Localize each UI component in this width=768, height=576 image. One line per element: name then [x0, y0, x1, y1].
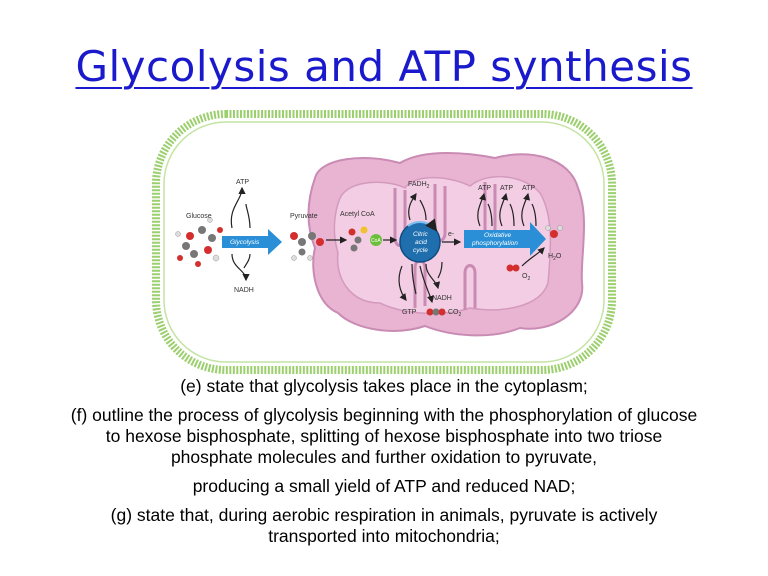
gtp-label: GTP	[402, 309, 417, 316]
oxidative-label-1: Oxidative	[484, 232, 512, 239]
glucose-label: Glucose	[186, 213, 212, 220]
oxphos-atp-label-2: ATP	[500, 185, 514, 192]
respiration-diagram	[150, 108, 620, 378]
glycolysis-label: Glycolysis	[230, 239, 260, 246]
oxidative-label-2: phosphorylation	[472, 240, 518, 247]
glycolysis-nadh-label: NADH	[234, 287, 254, 294]
objective-g-line-2: transported into mitochondria;	[268, 526, 500, 546]
objective-f-line-2: to hexose bisphosphate, splitting of hexose bisphosphate into two triose	[105, 426, 663, 446]
citric-label-1: Citric	[413, 231, 428, 238]
o2-label: $O_2$	[522, 273, 531, 282]
citric-label-2: acid	[415, 239, 427, 246]
co2-label: $CO_2$	[448, 309, 462, 318]
fadh2-label: $FADH_2$	[408, 181, 430, 190]
objective-g-line-1: (g) state that, during aerobic respiration in animals, pyruvate is actively	[110, 505, 658, 525]
h2o-label: $H_2O$	[548, 253, 562, 262]
objective-f-line-3: phosphate molecules and further oxidation to pyruvate,	[170, 447, 598, 467]
glycolysis-atp-label: ATP	[236, 179, 250, 186]
citric-nadh-label: NADH	[432, 295, 452, 302]
citric-label-3: cycle	[413, 247, 428, 254]
learning-objectives	[0, 376, 768, 547]
slide-title: Glycolysis and ATP synthesis	[75, 42, 693, 91]
objective-e: (e) state that glycolysis takes place in the cytoplasm;	[180, 376, 588, 396]
oxphos-atp-label-3: ATP	[522, 185, 536, 192]
mitochondrion	[309, 153, 584, 335]
objective-f-line-1: (f) outline the process of glycolysis beginning with the phosphorylation of glucose	[70, 405, 698, 425]
pyruvate-label: Pyruvate	[290, 213, 318, 220]
acetyl-coa-label: Acetyl CoA	[340, 211, 375, 218]
electron-label: e-	[448, 231, 455, 238]
objective-f-line-4: producing a small yield of ATP and reduced NAD;	[192, 476, 576, 496]
coa-label: CoA	[371, 238, 381, 244]
oxphos-atp-label-1: ATP	[478, 185, 492, 192]
